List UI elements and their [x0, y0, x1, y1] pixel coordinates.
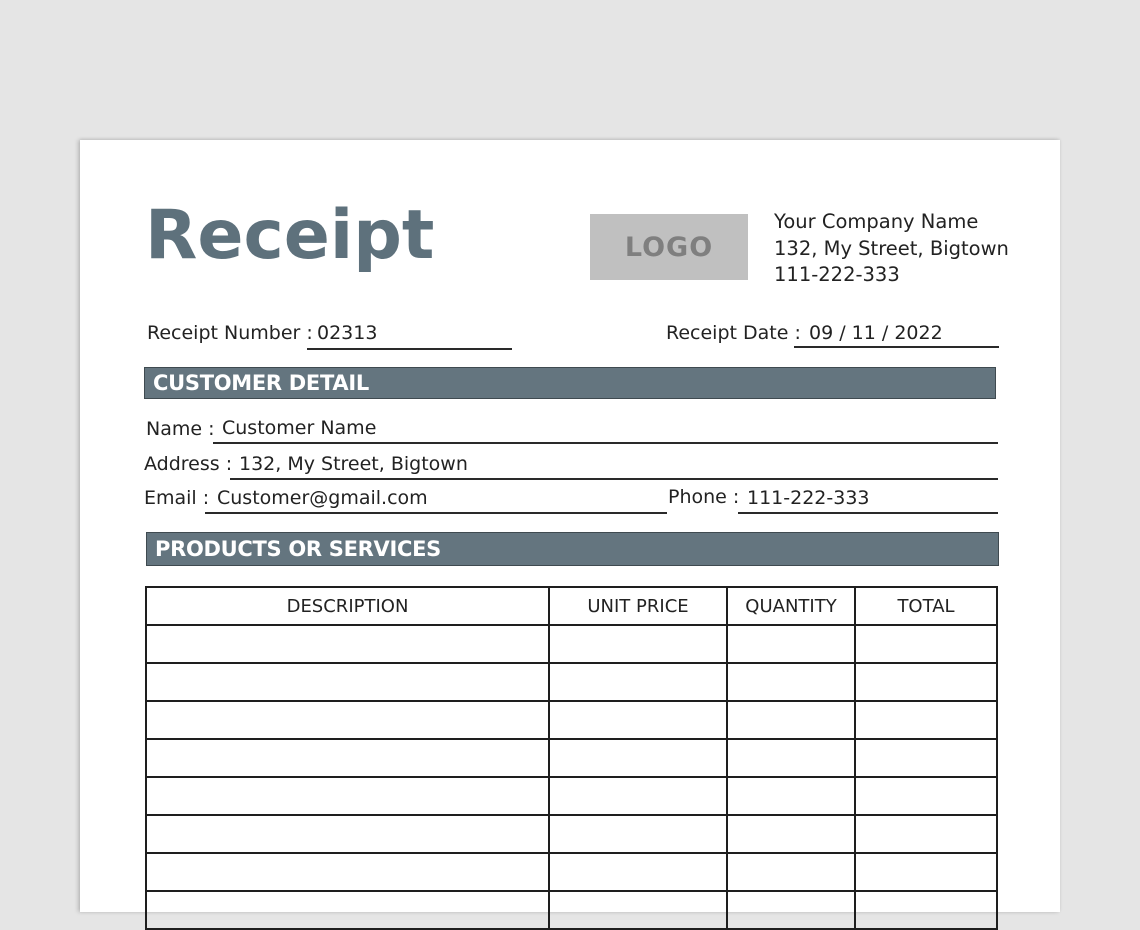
- table-row: [146, 739, 997, 777]
- customer-detail-heading: CUSTOMER DETAIL: [153, 371, 369, 395]
- company-phone: 111-222-333: [774, 263, 900, 286]
- table-row: [146, 777, 997, 815]
- company-address: 132, My Street, Bigtown: [774, 236, 1009, 260]
- description-cell[interactable]: [146, 701, 549, 739]
- column-header-quantity: QUANTITY: [727, 587, 855, 625]
- description-cell[interactable]: [146, 815, 549, 853]
- quantity-cell[interactable]: [727, 663, 855, 701]
- receipt-number-underline: [307, 348, 512, 350]
- customer-email-label: Email :: [144, 487, 210, 509]
- unit-price-cell[interactable]: [549, 853, 727, 891]
- total-cell[interactable]: [855, 625, 997, 663]
- products-heading: PRODUCTS OR SERVICES: [155, 537, 441, 561]
- table-row: [146, 701, 997, 739]
- company-info: [774, 209, 1009, 289]
- description-cell[interactable]: [146, 739, 549, 777]
- table-row: [146, 853, 997, 891]
- description-cell[interactable]: [146, 777, 549, 815]
- customer-phone-value[interactable]: 111-222-333: [747, 487, 870, 509]
- table-header-row: [146, 587, 997, 625]
- receipt-number-value[interactable]: 02313: [317, 322, 378, 344]
- page-title: Receipt: [145, 196, 435, 275]
- unit-price-cell[interactable]: [549, 701, 727, 739]
- table-row: [146, 815, 997, 853]
- quantity-cell[interactable]: [727, 739, 855, 777]
- customer-name-label: Name :: [146, 418, 215, 440]
- quantity-cell[interactable]: [727, 625, 855, 663]
- logo-placeholder: [590, 214, 748, 280]
- table-row: [146, 891, 997, 929]
- receipt-date-underline: [794, 346, 999, 348]
- company-name: Your Company Name: [774, 210, 979, 233]
- logo-label: LOGO: [624, 231, 714, 263]
- receipt-date-value[interactable]: 09 / 11 / 2022: [809, 322, 943, 344]
- customer-address-value[interactable]: 132, My Street, Bigtown: [239, 453, 468, 475]
- description-cell[interactable]: [146, 891, 549, 929]
- total-cell[interactable]: [855, 815, 997, 853]
- receipt-number-label: Receipt Number :: [147, 322, 313, 344]
- receipt-page: [80, 140, 1060, 912]
- customer-phone-label: Phone :: [668, 486, 740, 508]
- customer-email-value[interactable]: Customer@gmail.com: [217, 487, 428, 509]
- customer-address-underline: [230, 478, 998, 480]
- total-cell[interactable]: [855, 853, 997, 891]
- customer-email-underline: [205, 512, 667, 514]
- total-cell[interactable]: [855, 777, 997, 815]
- total-cell[interactable]: [855, 701, 997, 739]
- customer-detail-header: [144, 367, 996, 399]
- quantity-cell[interactable]: [727, 853, 855, 891]
- quantity-cell[interactable]: [727, 777, 855, 815]
- unit-price-cell[interactable]: [549, 777, 727, 815]
- customer-phone-underline: [738, 512, 998, 514]
- total-cell[interactable]: [855, 891, 997, 929]
- unit-price-cell[interactable]: [549, 625, 727, 663]
- table-row: [146, 625, 997, 663]
- quantity-cell[interactable]: [727, 701, 855, 739]
- description-cell[interactable]: [146, 663, 549, 701]
- column-header-total: TOTAL: [855, 587, 997, 625]
- unit-price-cell[interactable]: [549, 739, 727, 777]
- total-cell[interactable]: [855, 739, 997, 777]
- products-header: [146, 532, 999, 566]
- customer-name-value[interactable]: Customer Name: [222, 417, 377, 439]
- customer-address-label: Address :: [144, 453, 233, 475]
- unit-price-cell[interactable]: [549, 815, 727, 853]
- unit-price-cell[interactable]: [549, 891, 727, 929]
- column-header-unit-price: UNIT PRICE: [549, 587, 727, 625]
- unit-price-cell[interactable]: [549, 663, 727, 701]
- quantity-cell[interactable]: [727, 891, 855, 929]
- quantity-cell[interactable]: [727, 815, 855, 853]
- products-table: [145, 586, 998, 930]
- description-cell[interactable]: [146, 625, 549, 663]
- receipt-date-label: Receipt Date :: [666, 322, 801, 344]
- column-header-description: DESCRIPTION: [146, 587, 549, 625]
- description-cell[interactable]: [146, 853, 549, 891]
- table-row: [146, 663, 997, 701]
- total-cell[interactable]: [855, 663, 997, 701]
- customer-name-underline: [213, 442, 998, 444]
